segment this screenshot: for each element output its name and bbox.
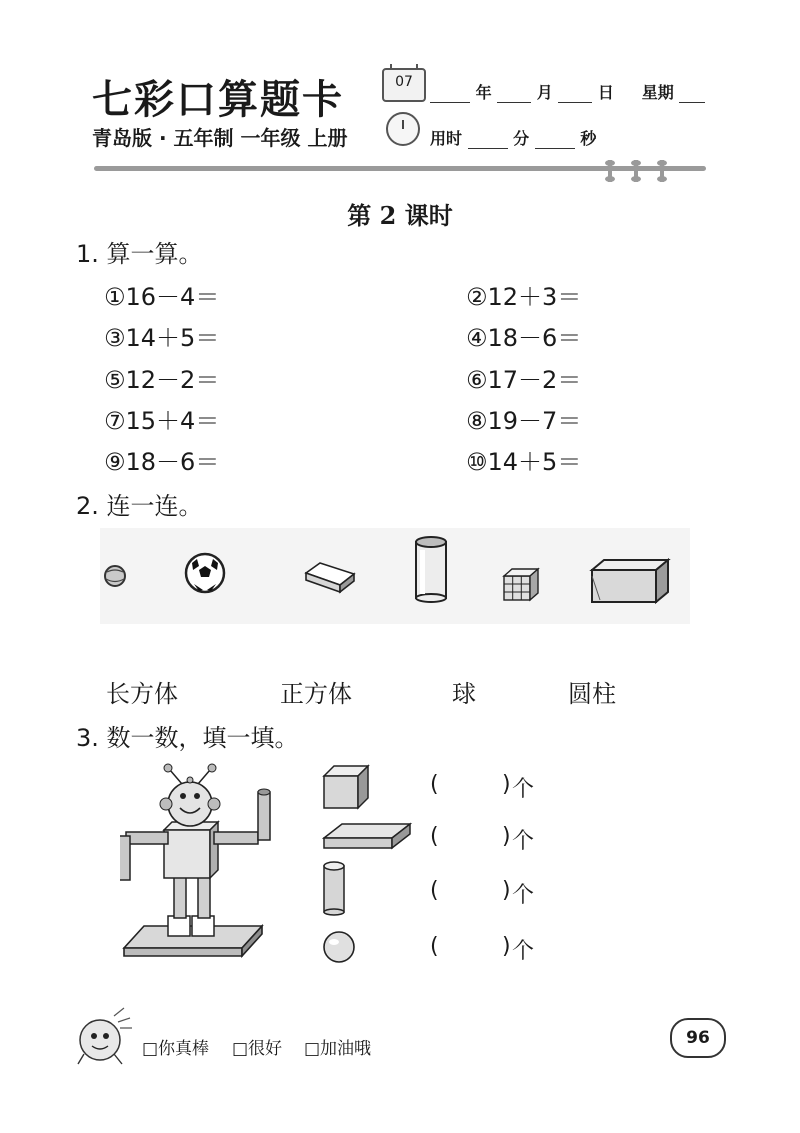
small-ball-icon[interactable] (105, 566, 125, 586)
sphere-icon (322, 930, 358, 968)
problem-10: ⑩14＋5＝ (466, 448, 582, 476)
problem-4: ④18－6＝ (466, 324, 582, 352)
seconds-label: 秒 (580, 129, 597, 148)
mascot-icon (74, 1004, 134, 1066)
clock-icon (386, 112, 420, 146)
shape-name-cube[interactable]: 正方体 (280, 680, 352, 708)
cylinder-icon (320, 860, 350, 922)
problem-1: ①16－4＝ (104, 283, 220, 311)
problem-9: ⑨18－6＝ (104, 448, 220, 476)
lesson-title: 第 2 课时 (347, 201, 453, 230)
problem-6: ⑥17－2＝ (466, 366, 582, 394)
cube-icon (322, 762, 372, 814)
date-fields (430, 80, 705, 103)
year-blank[interactable] (430, 102, 470, 103)
month-label: 月 (536, 83, 553, 102)
time-fields (430, 126, 596, 149)
minutes-label: 分 (513, 129, 530, 148)
section3-title: 3. 数一数，填一填。 (76, 724, 299, 752)
calendar-icon (382, 68, 426, 102)
section1-title: 1. 算一算。 (76, 240, 203, 268)
count-paren-open: ( (430, 934, 439, 959)
problem-2: ②12＋3＝ (466, 283, 582, 311)
page-number: 96 (670, 1018, 726, 1058)
cylinder-can-icon[interactable] (416, 537, 446, 602)
count-paren-open: ( (430, 824, 439, 849)
box-icon[interactable] (592, 560, 668, 602)
calendar-day: 07 (395, 74, 413, 90)
count-paren-close: ) (502, 772, 511, 797)
divider-pin-icon (634, 160, 638, 182)
problem-8: ⑧19－7＝ (466, 407, 582, 435)
rating-good[interactable]: □很好 (232, 1039, 283, 1059)
soccer-ball-icon[interactable] (186, 554, 224, 592)
section2-title: 2. 连一连。 (76, 492, 203, 520)
divider-pin-icon (660, 160, 664, 182)
rating-keep-going[interactable]: □加油哦 (304, 1039, 372, 1059)
eraser-icon[interactable] (306, 563, 354, 592)
count-paren-open: ( (430, 772, 439, 797)
day-blank[interactable] (558, 102, 592, 103)
year-label: 年 (475, 83, 492, 102)
count-paren-close: ) (502, 934, 511, 959)
cylinder-count-blank[interactable] (446, 878, 496, 904)
rating-great[interactable]: □你真棒 (142, 1039, 210, 1059)
cube-count-blank[interactable] (446, 772, 496, 798)
cuboid-count-blank[interactable] (446, 824, 496, 850)
brand-title: 七彩口算题卡 (92, 76, 344, 123)
problem-3: ③14＋5＝ (104, 324, 220, 352)
month-blank[interactable] (497, 102, 531, 103)
count-unit: 个 (512, 829, 535, 854)
divider-pin-icon (608, 160, 612, 182)
day-label: 日 (597, 83, 614, 102)
weekday-label: 星期 (641, 83, 674, 102)
shape-name-cuboid[interactable]: 长方体 (106, 680, 178, 708)
header-divider (94, 166, 706, 171)
edition-subtitle: 青岛版 · 五年制 一年级 上册 (92, 126, 348, 150)
count-unit: 个 (512, 939, 535, 964)
rubik-cube-icon[interactable] (504, 569, 538, 600)
count-paren-open: ( (430, 878, 439, 903)
count-unit: 个 (512, 883, 535, 908)
seconds-blank[interactable] (535, 148, 575, 149)
weekday-blank[interactable] (679, 102, 705, 103)
problem-5: ⑤12－2＝ (104, 366, 220, 394)
minutes-blank[interactable] (468, 148, 508, 149)
sphere-count-blank[interactable] (446, 934, 496, 960)
shapes-strip (100, 528, 690, 624)
count-paren-close: ) (502, 878, 511, 903)
time-label: 用时 (430, 129, 463, 148)
shape-name-sphere[interactable]: 球 (452, 680, 476, 708)
shape-name-cylinder[interactable]: 圆柱 (568, 680, 616, 708)
problem-7: ⑦15＋4＝ (104, 407, 220, 435)
count-unit: 个 (512, 777, 535, 802)
robot-figure (120, 758, 290, 968)
cuboid-icon (322, 820, 414, 856)
count-paren-close: ) (502, 824, 511, 849)
